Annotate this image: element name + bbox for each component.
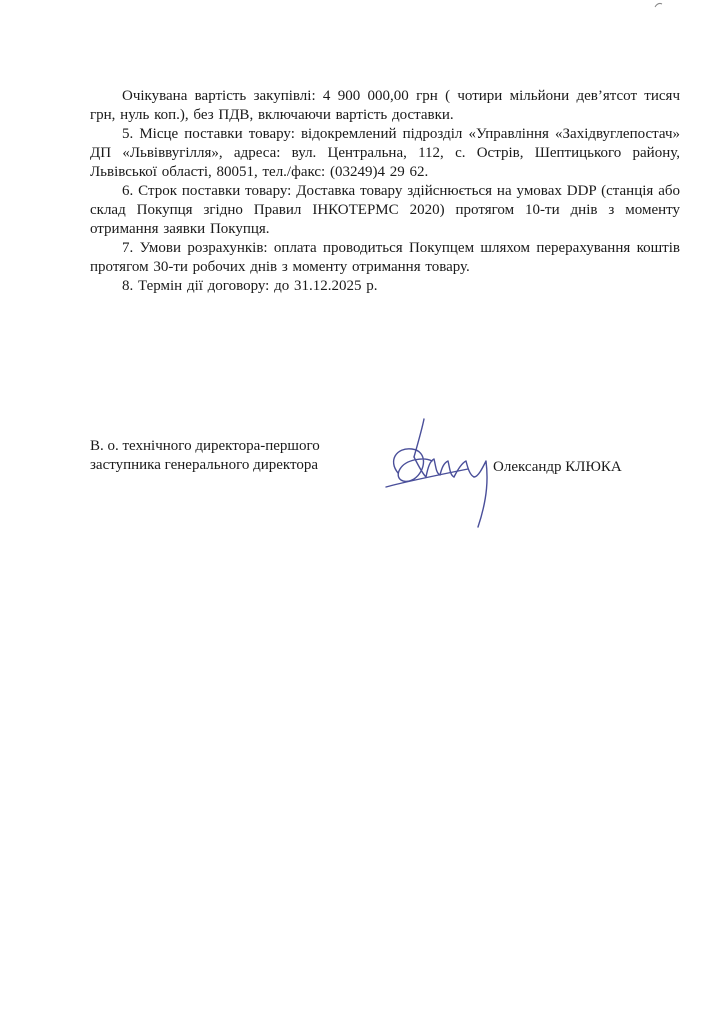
- signatory-name: Олександр КЛЮКА: [493, 459, 622, 475]
- paragraph-delivery-term: 6. Строк поставки товару: Доставка товару здійснюється на умовах DDP (станція або склад Покупця згідно Правил ІНКОТЕРМС 2020) протягом 10-ти днів з моменту отримання заявки Покупця.: [90, 183, 680, 237]
- signatory-title-line-1: В. о. технічного директора-першого: [90, 438, 320, 454]
- paragraph-delivery-place: 5. Місце поставки товару: відокремлений підрозділ «Управління «Західвуглепостач» ДП «Львіввугілля», адреса: вул. Центральна, 112, с. Острів, Шептицького району, Львівської області, 80051, тел./факс: (03249)4 29 62.: [90, 126, 680, 180]
- signature-block: [90, 437, 680, 547]
- paragraph-contract-term: 8. Термін дії договору: до 31.12.2025 р.: [122, 278, 378, 294]
- document-body: [90, 87, 680, 296]
- scan-mark-icon: [652, 0, 666, 10]
- handwritten-signature: [378, 417, 508, 537]
- signatory-title-line-2: заступника генерального директора: [90, 457, 319, 473]
- signatory-title: [90, 437, 390, 475]
- paragraph-expected-cost: Очікувана вартість закупівлі: 4 900 000,00 грн ( чотири мільйони дев’ятсот тисяч грн, нуль коп.), без ПДВ, включаючи вартість доставки.: [90, 88, 680, 123]
- paragraph-payment-terms: 7. Умови розрахунків: оплата проводиться Покупцем шляхом перерахування коштів протягом 30-ти робочих днів з моменту отримання товару.: [90, 240, 680, 275]
